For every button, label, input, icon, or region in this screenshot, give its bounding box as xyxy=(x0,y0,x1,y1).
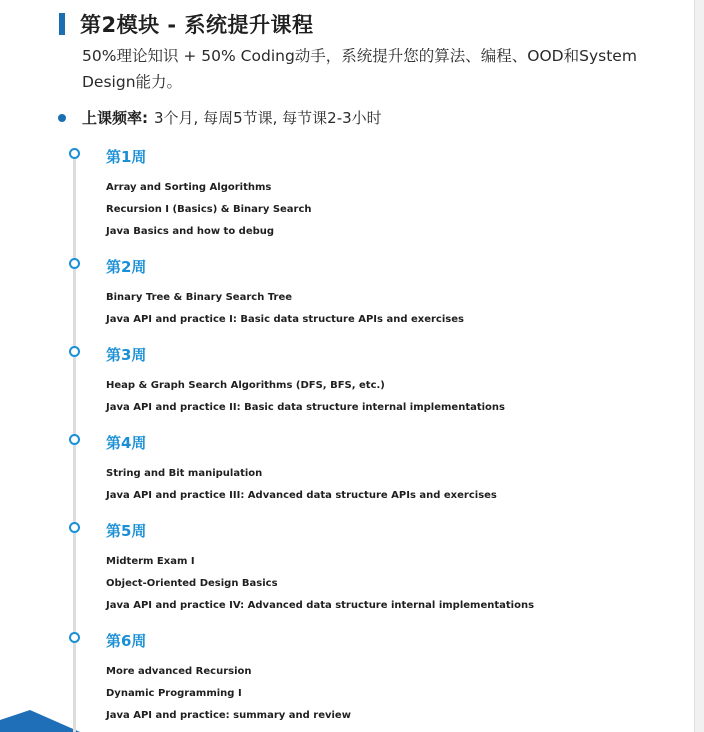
topic-item: Java API and practice: summary and review xyxy=(106,710,351,721)
topic-item: More advanced Recursion xyxy=(106,666,252,677)
topic-list xyxy=(106,287,464,331)
topic-item: Dynamic Programming I xyxy=(106,688,242,699)
vertical-scrollbar[interactable] xyxy=(694,0,704,732)
topic-list xyxy=(106,463,497,507)
header-accent-bar xyxy=(59,13,65,35)
module-header xyxy=(59,11,313,37)
topic-item: Recursion I (Basics) & Binary Search xyxy=(106,204,312,215)
topic-item: Binary Tree & Binary Search Tree xyxy=(106,292,293,303)
topic-item: String and Bit manipulation xyxy=(106,468,263,479)
week-title: 第2周 xyxy=(106,258,147,276)
frequency-line xyxy=(58,107,382,128)
topic-item: Java Basics and how to debug xyxy=(106,226,275,237)
week-title: 第4周 xyxy=(106,434,147,452)
topic-item: Java API and practice I: Basic data structure APIs and exercises xyxy=(106,314,464,325)
topic-list xyxy=(106,177,312,243)
timeline-circle-icon xyxy=(69,258,80,269)
week-title: 第5周 xyxy=(106,522,147,540)
week-title: 第6周 xyxy=(106,632,147,650)
topic-item: Java API and practice III: Advanced data structure APIs and exercises xyxy=(106,490,497,501)
topic-list xyxy=(106,661,351,727)
topic-item: Array and Sorting Algorithms xyxy=(106,182,272,193)
decorative-corner-shape xyxy=(0,710,80,732)
topic-item: Heap & Graph Search Algorithms (DFS, BFS, etc.) xyxy=(106,380,385,391)
timeline-circle-icon xyxy=(69,632,80,643)
timeline-line xyxy=(73,158,76,732)
frequency-label: 上课频率: xyxy=(82,109,148,127)
topic-item: Java API and practice II: Basic data structure internal implementations xyxy=(106,402,505,413)
module-subtitle: 50%理论知识 + 50% Coding动手，系统提升您的算法、编程、OOD和System Design能力。 xyxy=(82,47,637,91)
module-title: 第2模块 - 系统提升课程 xyxy=(80,13,314,37)
topic-list xyxy=(106,375,505,419)
week-title: 第3周 xyxy=(106,346,147,364)
week-title: 第1周 xyxy=(106,148,147,166)
frequency-value: 3个月, 每周5节课, 每节课2-3小时 xyxy=(154,109,382,127)
timeline-circle-icon xyxy=(69,522,80,533)
timeline-circle-icon xyxy=(69,148,80,159)
timeline-circle-icon xyxy=(69,346,80,357)
topic-item: Java API and practice IV: Advanced data structure internal implementations xyxy=(106,600,535,611)
timeline-circle-icon xyxy=(69,434,80,445)
bullet-icon xyxy=(58,114,66,122)
topic-item: Object-Oriented Design Basics xyxy=(106,578,278,589)
topic-item: Midterm Exam I xyxy=(106,556,195,567)
topic-list xyxy=(106,551,534,617)
